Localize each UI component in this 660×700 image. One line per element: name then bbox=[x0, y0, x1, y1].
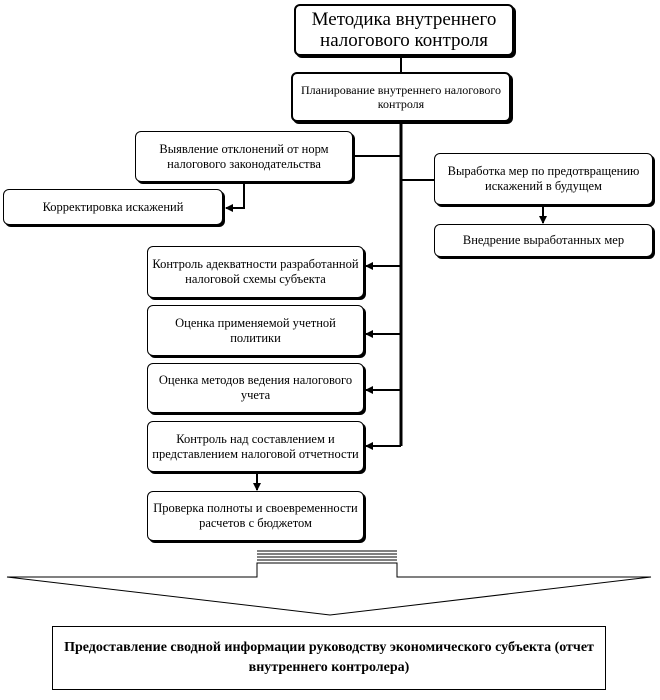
title-box bbox=[294, 4, 514, 56]
step-text-4: Контроль над составлением и представлением налоговой отчетности bbox=[152, 431, 359, 461]
title-text: Методика внутреннего налогового контроля bbox=[311, 8, 497, 51]
planning-text: Планирование внутреннего налогового контроля bbox=[300, 82, 502, 111]
step-text-3: Оценка методов ведения налогового учета bbox=[158, 373, 353, 402]
final-report-text: Предоставление сводной информации руководству экономического субъекта (отчет внутреннего контролера) bbox=[64, 639, 594, 675]
big-down-arrow bbox=[7, 563, 651, 615]
step-box-3 bbox=[147, 363, 364, 413]
step-box-4 bbox=[147, 421, 364, 472]
implementation-box bbox=[434, 224, 653, 257]
step-box-1 bbox=[147, 246, 364, 298]
correction-box bbox=[3, 189, 223, 225]
deviations-text: Выявление отклонений от норм налогового законодательства bbox=[159, 141, 329, 171]
final-report-box bbox=[52, 626, 606, 690]
implementation-text: Внедрение выработанных мер bbox=[462, 233, 625, 248]
prevention-box bbox=[434, 153, 653, 205]
deviations-box bbox=[135, 131, 353, 182]
step-text-2: Оценка применяемой учетной политики bbox=[175, 315, 336, 345]
planning-box bbox=[291, 72, 511, 122]
completeness-text: Проверка полноты и своевременности расчетов с бюджетом bbox=[153, 501, 358, 530]
prevention-text: Выработка мер по предотвращению искажений в будущем bbox=[447, 164, 640, 193]
step-text-1: Контроль адекватности разработанной налоговой схемы субъекта bbox=[152, 257, 359, 286]
completeness-box bbox=[147, 491, 364, 541]
correction-text: Корректировка искажений bbox=[42, 199, 184, 214]
step-box-2 bbox=[147, 305, 364, 356]
connector-correction bbox=[226, 182, 244, 208]
